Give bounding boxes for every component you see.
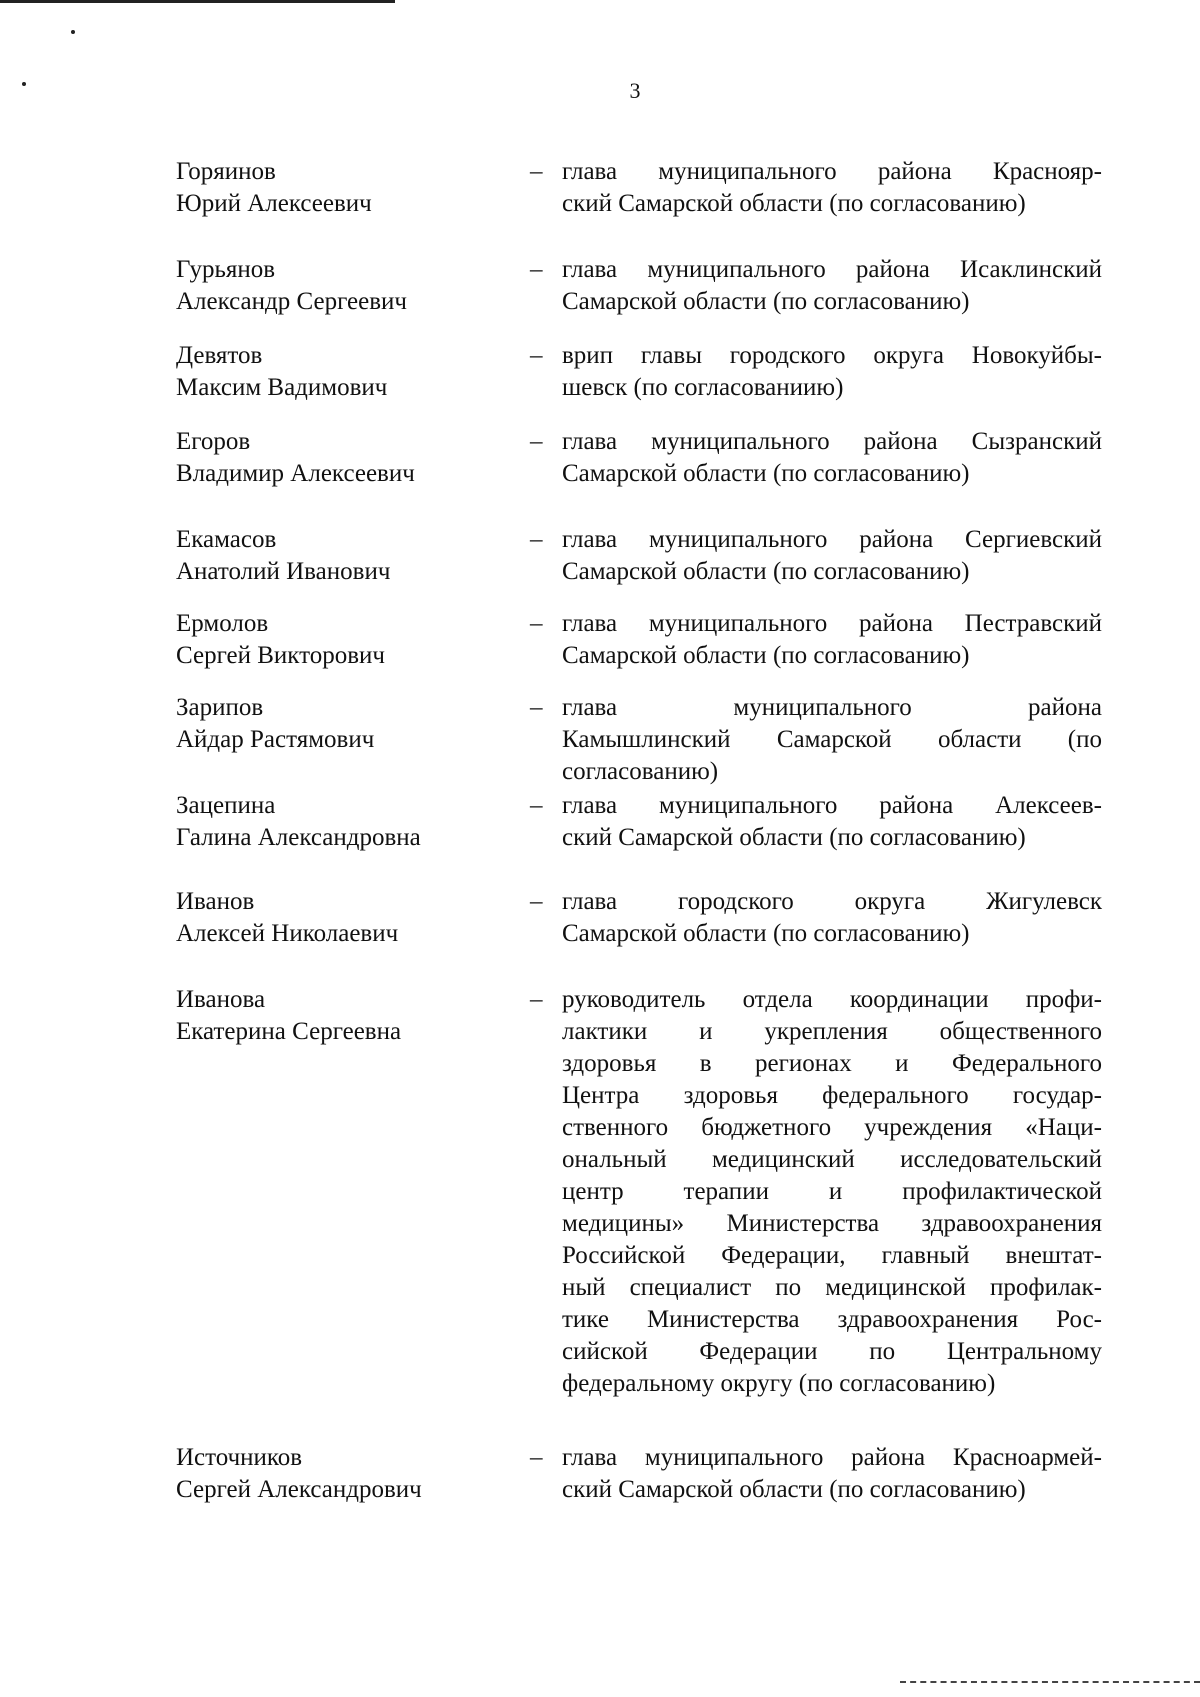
member-surname: Иванова (176, 986, 266, 1013)
member-given-name: Александр Сергеевич (176, 288, 407, 315)
role-line: шевск (по согласованиию) (562, 374, 844, 401)
page-number: 3 (629, 78, 641, 103)
member-given-name: Сергей Александрович (176, 1476, 422, 1503)
role-line: глава муниципального района Исаклинский (562, 256, 1102, 283)
dash: – (530, 428, 543, 455)
role-line: глава муниципального района Сызранский (562, 428, 1102, 455)
role-line: ский Самарской области (по согласованию) (562, 1476, 1026, 1503)
member-surname: Иванов (176, 888, 255, 915)
member-surname: Зарипов (176, 694, 264, 721)
member-role (562, 340, 1102, 404)
member-given-name: Екатерина Сергеевна (176, 1018, 402, 1045)
role-line: Самарской области (по согласованию) (562, 558, 970, 585)
dash: – (530, 694, 543, 721)
role-line: глава муниципального района Краснояр- (562, 158, 1102, 185)
role-line: Камышлинский Самарской области (по (562, 726, 1102, 753)
role-line: Самарской области (по согласованию) (562, 920, 970, 947)
member-surname: Источников (176, 1444, 303, 1471)
member-role (562, 608, 1102, 672)
member-given-name: Алексей Николаевич (176, 920, 399, 947)
role-line: Самарской области (по согласованию) (562, 288, 970, 315)
member-given-name: Юрий Алексеевич (176, 190, 372, 217)
member-name (176, 340, 516, 404)
role-line: федеральному округу (по согласованию) (562, 1370, 996, 1397)
role-line: ственного бюджетного учреждения «Наци- (562, 1114, 1102, 1141)
member-name (176, 790, 516, 854)
member-role (562, 426, 1102, 490)
role-line: ный специалист по медицинской профилак- (562, 1274, 1102, 1301)
member-role (562, 984, 1102, 1400)
top-rule (0, 0, 395, 3)
role-line: руководитель отдела координации профи- (562, 986, 1102, 1013)
role-line: медицины» Министерства здравоохранения (562, 1210, 1102, 1237)
member-given-name: Анатолий Иванович (176, 558, 391, 585)
member-role (562, 254, 1102, 318)
dash: – (530, 986, 543, 1013)
role-line: центр терапии и профилактической (562, 1178, 1102, 1205)
member-name (176, 254, 516, 318)
member-surname: Ермолов (176, 610, 269, 637)
member-role (562, 156, 1102, 220)
dash: – (530, 1444, 543, 1471)
role-line: ский Самарской области (по согласованию) (562, 824, 1026, 851)
member-name (176, 608, 516, 672)
member-name (176, 984, 516, 1048)
role-line: глава муниципального района Алексеев- (562, 792, 1102, 819)
role-line: глава муниципального района Пестравский (562, 610, 1102, 637)
member-given-name: Галина Александровна (176, 824, 421, 851)
role-line: глава муниципального района (562, 694, 1102, 721)
member-surname: Егоров (176, 428, 251, 455)
member-name (176, 426, 516, 490)
dash: – (530, 256, 543, 283)
member-name (176, 156, 516, 220)
member-role (562, 692, 1102, 788)
role-line: Центра здоровья федерального государ- (562, 1082, 1102, 1109)
member-given-name: Владимир Алексеевич (176, 460, 415, 487)
member-given-name: Айдар Растямович (176, 726, 375, 753)
role-line: ональный медицинский исследовательский (562, 1146, 1102, 1173)
bottom-rule (900, 1681, 1200, 1683)
role-line: сийской Федерации по Центральному (562, 1338, 1102, 1365)
member-name (176, 692, 516, 756)
member-given-name: Сергей Викторович (176, 642, 385, 669)
dash: – (530, 792, 543, 819)
role-line: глава городского округа Жигулевск (562, 888, 1102, 915)
role-line: Самарской области (по согласованию) (562, 642, 970, 669)
member-name (176, 524, 516, 588)
role-line: Самарской области (по согласованию) (562, 460, 970, 487)
role-line: глава муниципального района Сергиевский (562, 526, 1102, 553)
member-surname: Зацепина (176, 792, 276, 819)
role-line: согласованию) (562, 758, 719, 785)
role-line: врип главы городского округа Новокуйбы- (562, 342, 1102, 369)
member-surname: Девятов (176, 342, 263, 369)
member-role (562, 886, 1102, 950)
role-line: лактики и укрепления общественного (562, 1018, 1102, 1045)
dash: – (530, 342, 543, 369)
member-surname: Екамасов (176, 526, 277, 553)
member-given-name: Максим Вадимович (176, 374, 388, 401)
member-role (562, 1442, 1102, 1506)
role-line: глава муниципального района Красноармей- (562, 1444, 1102, 1471)
dash: – (530, 888, 543, 915)
role-line: тике Министерства здравоохранения Рос- (562, 1306, 1102, 1333)
member-surname: Горяинов (176, 158, 276, 185)
member-surname: Гурьянов (176, 256, 276, 283)
dash: – (530, 526, 543, 553)
dash: – (530, 158, 543, 185)
scan-speck (71, 30, 75, 34)
role-line: здоровья в регионах и Федерального (562, 1050, 1102, 1077)
dash: – (530, 610, 543, 637)
member-role (562, 524, 1102, 588)
role-line: ский Самарской области (по согласованию) (562, 190, 1026, 217)
role-line: Российской Федерации, главный внештат- (562, 1242, 1102, 1269)
member-name (176, 886, 516, 950)
member-role (562, 790, 1102, 854)
member-name (176, 1442, 516, 1506)
